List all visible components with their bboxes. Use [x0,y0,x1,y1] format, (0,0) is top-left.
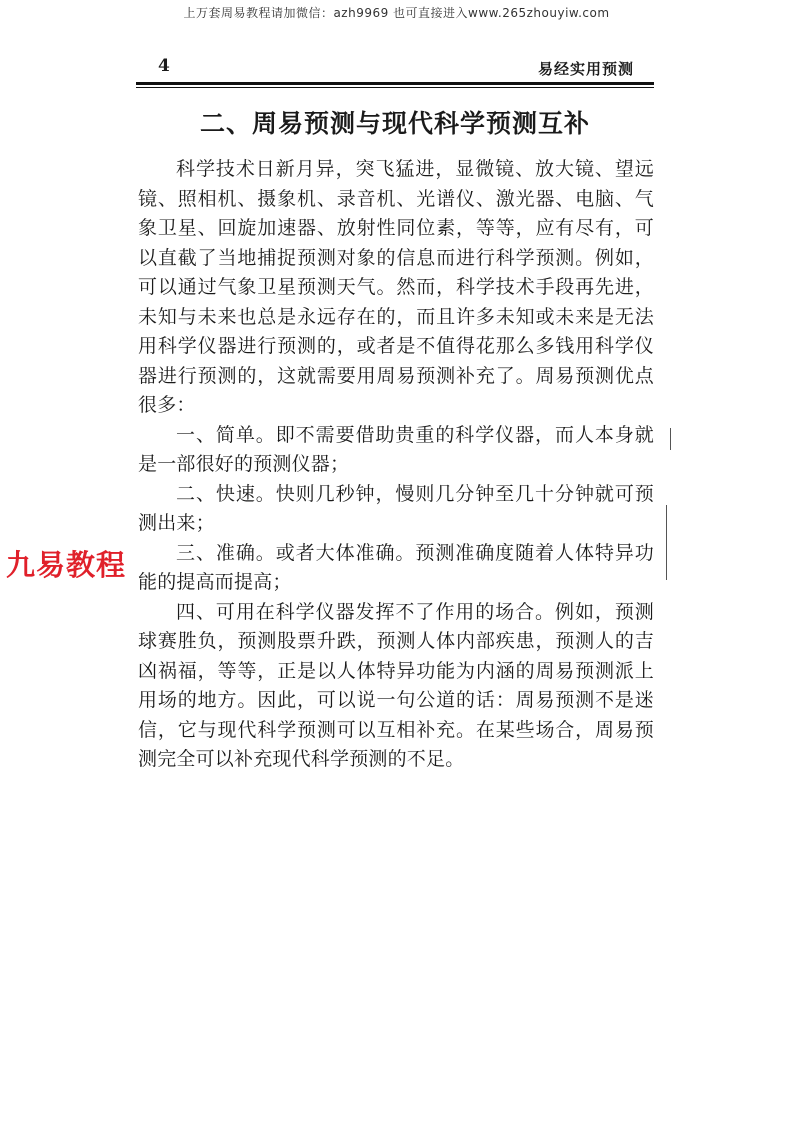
page-header [136,52,654,82]
header-rule-thin [136,87,654,88]
paragraph-point-1: 一、简单。即不需要借助贵重的科学仪器，而人本身就是一部很好的预测仪器； [138,423,654,475]
paragraph-point-4: 四、可用在科学仪器发挥不了作用的场合。例如，预测球赛胜负，预测股票升跌，预测人体内部疾患，预测人的吉凶祸福，等等，正是以人体特异功能为内涵的周易预测派上用场的地方。因此，可以说一句公道的话：周易预测不是迷信，它与现代科学预测可以互相补充。在某些场合，周易预测完全可以补充现代科学预测的不足。 [138,600,654,770]
paragraph-point-2: 二、快速。快则几秒钟，慢则几分钟至几十分钟就可预测出来； [138,482,654,534]
page-number: 4 [158,56,170,76]
scan-artifact-line [670,428,671,450]
header-rule-thick [136,82,654,85]
paragraph-point-3: 三、准确。或者大体准确。预测准确度随着人体特异功能的提高而提高； [138,541,654,593]
top-notice: 上万套周易教程请加微信：azh9969 也可直接进入www.265zhouyiw.com [183,6,610,20]
body-text [138,155,654,775]
scan-artifact-line [666,505,667,580]
watermark-logo: 九易教程 [6,548,127,582]
paragraph-intro: 科学技术日新月异，突飞猛进，显微镜、放大镜、望远镜、照相机、摄象机、录音机、光谱仪、激光器、电脑、气象卫星、回旋加速器、放射性同位素，等等，应有尽有，可以直截了当地捕捉预测对象的信息而进行科学预测。例如，可以通过气象卫星预测天气。然而，科学技术手段再先进，未知与未来也总是永远存在的，而且许多未知或未来是无法用科学仪器进行预测的，或者是不值得花那么多钱用科学仪器进行预测的，这就需要用周易预测补充了。周易预测优点很多： [138,158,654,416]
chapter-title: 二、周易预测与现代科学预测互补 [199,109,590,138]
running-title: 易经实用预测 [537,60,634,78]
